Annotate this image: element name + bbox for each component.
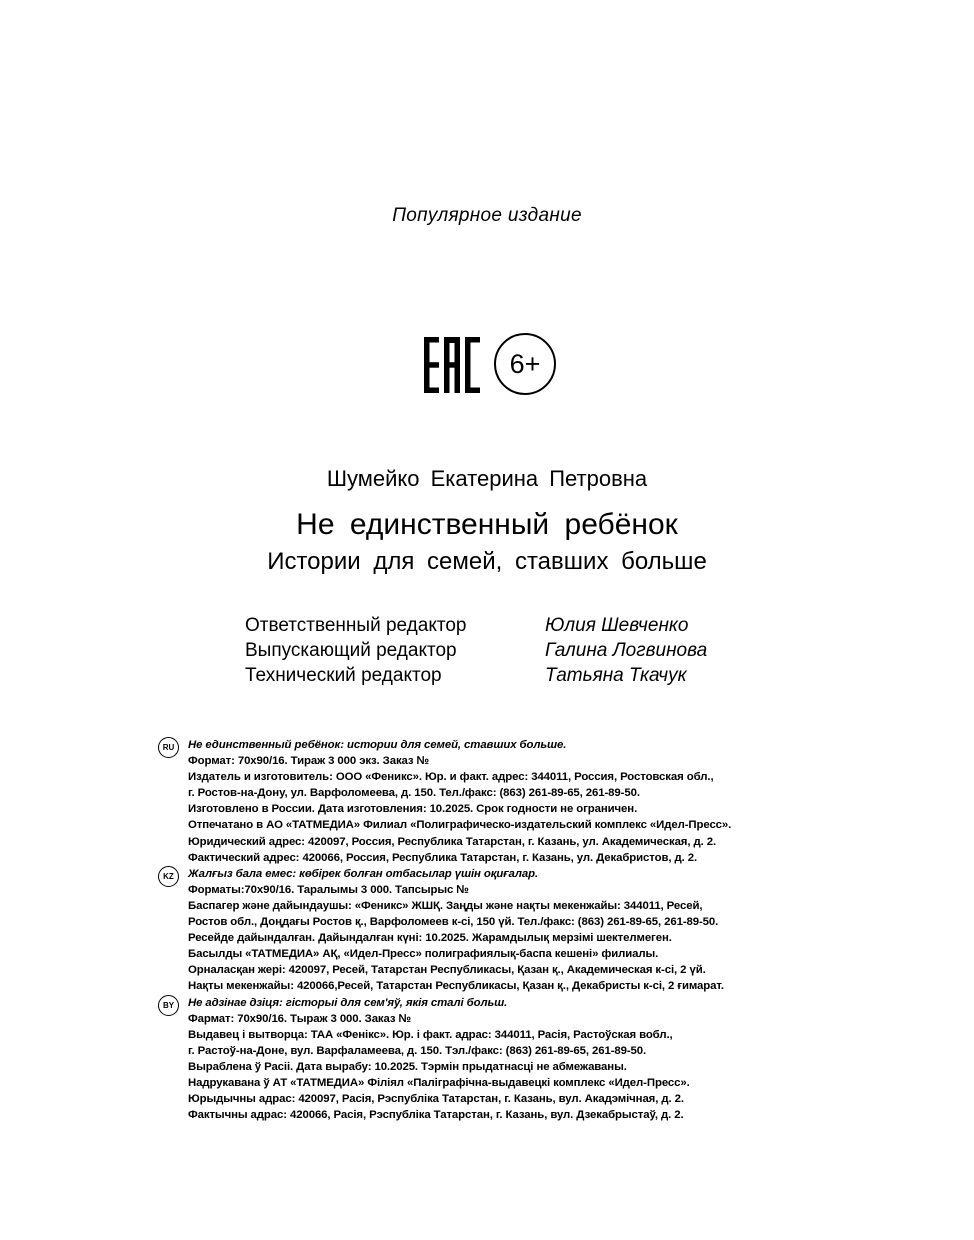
imprint-line: Фармат: 70х90/16. Тыраж 3 000. Заказ №: [188, 1012, 412, 1025]
imprint-section: [158, 737, 838, 1123]
imprint-block-kz: [158, 866, 838, 995]
language-badge: BY: [158, 995, 179, 1016]
editor-row: [245, 663, 707, 688]
imprint-block-ru: [158, 737, 838, 866]
imprint-line: Издатель и изготовитель: ООО «Феникс». Юр. и факт. адрес: 344011, Россия, Ростовская обл.,: [188, 771, 714, 784]
edition-type: Популярное издание: [392, 205, 582, 226]
imprint-line: Юрыдычны адрас: 420097, Расія, Рэспубліка Татарстан, г. Казань, вул. Акадэмічная, д. 2.: [188, 1093, 684, 1106]
imprint-line: г. Ростов-на-Дону, ул. Варфоломеева, д. 150. Тел./факс: (863) 261-89-65, 261-89-50.: [188, 787, 640, 800]
book-author: Шумейко Екатерина Петровна: [326, 466, 648, 491]
imprint-line: Ресейде дайындалған. Дайындалған күні: 10.2025. Жарамдылық мерзімі шектелмеген.: [188, 932, 672, 945]
imprint-line: Изготовлено в России. Дата изготовления: 10.2025. Срок годности не ограничен.: [188, 803, 638, 816]
imprint-line: Ростов обл., Доңдағы Ростов қ., Варфоломеев к-сі, 150 үй. Тел./факс: (863) 261-89-65, 261-89-50.: [188, 916, 719, 929]
editor-role: Выпускающий редактор: [245, 640, 457, 661]
editor-name: Юлия Шевченко: [545, 615, 689, 636]
imprint-line: Надрукавана ў АТ «ТАТМЕДИА» Філіял «Паліграфічна-выдавецкі комплекс «Идел-Пресс».: [188, 1076, 690, 1089]
book-subtitle: Истории для семей, ставших больше: [267, 548, 707, 575]
language-badge: RU: [158, 737, 179, 758]
editor-role: Ответственный редактор: [245, 615, 467, 636]
editor-name: Татьяна Ткачук: [545, 665, 687, 686]
imprint-line: г. Растоў-на-Доне, вул. Варфаламеева, д. 150. Тэл./факс: (863) 261-89-65, 261-89-50.: [188, 1044, 647, 1057]
editor-row: [245, 613, 707, 638]
imprint-line: Басылды «ТАТМЕДИА» АҚ, «Идел-Пресс» полиграфиялық-баспа кешені» филиалы.: [188, 948, 659, 961]
editor-row: [245, 638, 707, 663]
age-rating-badge: 6+: [494, 333, 556, 395]
imprint-line: Отпечатано в АО «ТАТМЕДИА» Филиал «Полиграфическо-издательский комплекс «Идел-Пресс».: [188, 819, 732, 832]
imprint-line: Не единственный ребёнок: истории для семей, ставших больше.: [188, 739, 567, 751]
imprint-line: Выраблена ў Расіі. Дата вырабу: 10.2025. Тэрмін прыдатнасці не абмежаваны.: [188, 1060, 627, 1073]
imprint-block-by: [158, 995, 838, 1124]
imprint-line: Юридический адрес: 420097, Россия, Республика Татарстан, г. Казань, ул. Академическая, д. 2.: [188, 835, 717, 848]
imprint-line: Жалғыз бала емес: көбірек болған отбасылар үшін оқиғалар.: [188, 867, 539, 880]
imprint-line: Баспагер және дайындаушы: «Феникс» ЖШҚ. Заңды және нақты мекенжайы: 344011, Ресей,: [188, 899, 703, 912]
imprint-line: Выдавец і вытворца: ТАА «Фенікс». Юр. і факт. адрас: 344011, Расія, Растоўская вобл.,: [188, 1028, 673, 1041]
editor-name: Галина Логвинова: [545, 640, 708, 661]
imprint-line: Орналасқан жері: 420097, Ресей, Татарстан Республикасы, Қазан қ., Академическая к-сі, 2 үй.: [188, 964, 706, 977]
book-title: Не единственный ребёнок: [296, 508, 678, 541]
imprint-line: Форматы:70х90/16. Таралымы 3 000. Тапсырыс №: [188, 883, 469, 896]
imprint-line: Нақты мекенжайы: 420066,Ресей, Татарстан Республикасы, Қазан қ., Декабристы к-сі, 2 ғимарат.: [188, 980, 724, 993]
language-badge: KZ: [158, 866, 179, 887]
imprint-line: Не адзінае дзіця: гісторыі для сем'яў, якія сталі больш.: [188, 996, 508, 1009]
imprint-line: Фактычны адрас: 420066, Расія, Рэспубліка Татарстан, г. Казань, вул. Дзекабрыстаў, д. 2.: [188, 1109, 684, 1122]
imprint-line: Фактический адрес: 420066, Россия, Республика Татарстан, г. Казань, ул. Декабристов, д. 2.: [188, 851, 698, 864]
editors-list: [245, 613, 707, 688]
imprint-line: Формат: 70х90/16. Тираж 3 000 экз. Заказ №: [188, 755, 430, 768]
editor-role: Технический редактор: [245, 665, 442, 686]
eac-mark-icon: [424, 337, 480, 393]
